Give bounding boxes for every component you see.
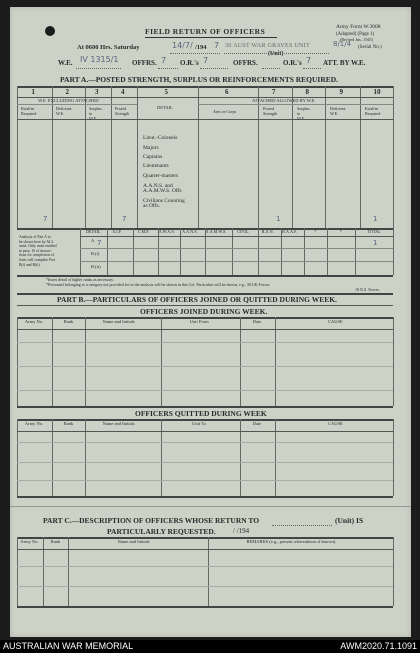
table-rule <box>393 317 394 406</box>
column-header: Strength <box>115 111 130 116</box>
note-2: *Personnel belonging to a category not provided for in the analysis will be shown in this Col. Particulars will be shown, e.g., 30 UK Forces; <box>46 282 271 287</box>
note-1: *Insert detail of higher ranks as necessary. <box>46 277 114 282</box>
table-header: Rank <box>63 421 74 426</box>
table-rule <box>393 537 394 606</box>
rank-label: A.A.N.S. and <box>143 183 173 189</box>
offrs-mark: 7 <box>161 56 167 65</box>
table-rule <box>208 537 209 606</box>
table-header: Name and Initials <box>102 421 135 426</box>
analysis-row-label: B.(i) <box>91 251 100 256</box>
table-header: Unit From <box>189 319 209 324</box>
return-date: 14/7/ <box>172 41 193 50</box>
analysis-total-val: 1 <box>373 239 378 247</box>
analysis-head: * <box>314 229 317 234</box>
column-number: 7 <box>272 88 276 96</box>
analysis-note-line: be shown here by ALL <box>19 239 54 244</box>
table-header: Name and Initials <box>102 319 135 324</box>
rank-label: as Offs. <box>143 203 161 209</box>
analysis-note-line: form will complete Part <box>19 258 56 262</box>
column-number: 4 <box>121 88 125 96</box>
table-header: Date <box>252 319 262 324</box>
hand-val-2: 7 <box>122 215 127 223</box>
column-rule <box>292 86 293 228</box>
column-header: Estab'm <box>21 106 35 111</box>
year-prefix: /194 <box>195 44 207 51</box>
table-row-rule <box>17 566 393 567</box>
column-header: Surplus <box>297 106 310 111</box>
column-header: Arm or Corps <box>213 109 237 114</box>
offrs-label: OFFRS. <box>132 59 157 67</box>
table-header: CAUSE <box>328 319 343 324</box>
table-row-rule <box>17 462 393 463</box>
offrs2-label: OFFRS. <box>233 59 258 67</box>
analysis-head: R.A.A.F. <box>282 229 298 234</box>
analysis-note-line: units. Only units entitled <box>19 244 57 249</box>
ors2-mark: 7 <box>306 56 312 65</box>
column-number: 1 <box>31 88 35 96</box>
column-header: Strength <box>263 111 278 116</box>
table-header: Army No. <box>24 319 44 324</box>
note-3: 10 N.Z. Forces. <box>355 287 380 292</box>
analysis-head: CIVIL. <box>237 229 250 234</box>
analysis-head: TOTAL <box>367 229 381 234</box>
unit-stamp: 30 AUST WAR GRAVES UNIT <box>225 43 310 49</box>
footer-source: AUSTRALIAN WAR MEMORIAL <box>3 641 134 651</box>
table-row-rule <box>17 480 393 481</box>
column-header: W.E. <box>56 111 65 116</box>
table-rule <box>240 317 241 406</box>
rank-label: Civilians Counting <box>143 198 185 204</box>
column-header: to <box>89 111 93 116</box>
joined-title: OFFICERS JOINED DURING WEEK. <box>140 307 268 316</box>
table-rule <box>275 317 276 406</box>
analysis-rule <box>80 248 393 249</box>
column-rule <box>258 86 259 228</box>
analysis-head: A.W.A.S. <box>158 229 175 234</box>
column-rule <box>52 86 53 228</box>
we-label: W.E. <box>58 59 73 67</box>
table-rule <box>161 317 162 406</box>
column-header: Required <box>21 111 37 116</box>
column-header: Posted <box>115 106 127 111</box>
analysis-head: A.A.M.W.S. <box>205 229 227 234</box>
table-rule <box>17 496 393 498</box>
analysis-head: R.A.N. <box>261 229 274 234</box>
punch-hole <box>45 26 55 36</box>
table-header: Rank <box>63 319 74 324</box>
ors-mark: 7 <box>203 56 209 65</box>
rank-label: A.A.M.W.S. Offs <box>143 188 182 194</box>
serial-value: 8/1/4 <box>333 40 352 48</box>
rank-label: Captains <box>143 154 163 160</box>
table-header: CAUSE <box>328 421 343 426</box>
we-value: IV 1315/1 <box>80 55 119 64</box>
analysis-head: A.I.F. <box>112 229 122 234</box>
table-header: Unit To <box>192 421 206 426</box>
table-row-rule <box>17 366 393 367</box>
column-rule <box>111 86 112 228</box>
at-hrs-label: At 0600 Hrs. Saturday <box>77 44 140 51</box>
column-header: Surplus <box>89 106 102 111</box>
excl-attached-header: W.E. EXCLUDING ATTACHED <box>38 98 99 103</box>
table-rule <box>68 537 69 606</box>
column-number: 10 <box>373 88 381 96</box>
table-row-rule <box>17 390 393 391</box>
analysis-head: C.M.F. <box>137 229 150 234</box>
table-rule <box>17 537 18 606</box>
table-row-rule <box>17 586 393 587</box>
part-c-unit: (Unit) IS <box>335 516 364 525</box>
table-header: REMARKS (e.g., present whereabouts if known). <box>246 539 337 544</box>
footer-id: AWM2020.71.1091 <box>340 641 417 651</box>
part-c-title: PART C.—DESCRIPTION OF OFFICERS WHOSE RETURN TO <box>43 516 260 525</box>
analysis-note-line: tions for completion of <box>19 253 54 258</box>
ors2-label: O.R.'s <box>283 59 302 67</box>
analysis-aif-val: 7 <box>97 239 102 247</box>
column-number: 6 <box>225 88 229 96</box>
form-revised: (Revised Jan., 1945) <box>340 37 373 42</box>
table-rule <box>393 419 394 496</box>
serial-label: (Serial No.) <box>358 45 382 50</box>
analysis-rule <box>80 261 393 262</box>
analysis-head: DETAIL <box>85 229 101 234</box>
table-row-rule <box>17 342 393 343</box>
hand-val-3: 1 <box>276 215 281 223</box>
analysis-row-label: A. <box>91 238 96 243</box>
part-c-date: / /194 <box>233 527 250 535</box>
table-rule <box>17 317 18 406</box>
table-row-rule <box>17 442 393 443</box>
analysis-rule <box>80 236 393 237</box>
analysis-note-line: B(i) and B(ii). <box>19 262 41 267</box>
att-label: ATT. BY W.E. <box>323 59 366 67</box>
hand-val-4: 1 <box>373 215 378 223</box>
form-adapted: (Adapted) (Page 1) <box>336 32 375 37</box>
form-number: Army Form W.3008 <box>336 24 381 30</box>
rank-label: Lieut.-Colonels <box>143 135 178 141</box>
column-rule <box>17 86 18 228</box>
hand-val-1: 7 <box>43 215 48 223</box>
rank-label: Majors <box>143 145 159 151</box>
column-rule <box>393 86 394 228</box>
table-rule <box>52 317 53 406</box>
column-rule <box>198 86 199 228</box>
table-rule <box>17 431 393 432</box>
analysis-row-label: B.(ii) <box>91 264 101 269</box>
analysis-note-line: in para. 16 of instruc- <box>19 248 52 253</box>
archive-footer <box>0 640 420 653</box>
rank-label: Lieutenants <box>143 163 169 169</box>
table-rule <box>17 549 393 550</box>
table-header: Name and Initials <box>117 539 150 544</box>
unit-label: (Unit) <box>268 51 284 57</box>
form-title: FIELD RETURN OF OFFICERS <box>145 27 266 36</box>
column-header: to <box>297 111 301 116</box>
table-header: Army No. <box>24 421 44 426</box>
table-rule <box>85 317 86 406</box>
analysis-head: * <box>339 229 342 234</box>
table-rule <box>17 606 393 608</box>
column-header: Deficient <box>56 106 72 111</box>
table-header: Army No. <box>20 539 39 544</box>
column-header: Posted <box>263 106 275 111</box>
column-number: 2 <box>65 88 69 96</box>
column-header: Estab'm <box>365 106 379 111</box>
detail-header: DETAIL <box>157 105 173 110</box>
table-rule <box>43 537 44 606</box>
column-header: Required <box>365 111 381 116</box>
ors-label: O.R.'s <box>180 59 199 67</box>
column-rule <box>85 86 86 228</box>
column-number: 3 <box>95 88 99 96</box>
column-number: 5 <box>164 88 168 96</box>
table-header: Date <box>252 421 262 426</box>
analysis-note-line: Analysis of Part A to <box>19 235 51 239</box>
analysis-head: A.A.N.S. <box>182 229 198 234</box>
column-rule <box>137 86 138 228</box>
analysis-rule <box>393 228 394 275</box>
rank-label: Quarter-masters <box>143 173 179 179</box>
table-header: Rank <box>50 539 61 544</box>
year-value: 7 <box>214 41 220 50</box>
column-header: W.E. <box>330 111 339 116</box>
column-header: Deficient <box>330 106 346 111</box>
column-rule <box>325 86 326 228</box>
quitted-title: OFFICERS QUITTED DURING WEEK <box>135 409 267 418</box>
att-allowed-header: ATTACHED ALLOWED BY W.E. <box>252 98 316 103</box>
part-b-title: PART B.—PARTICULARS OF OFFICERS JOINED OR QUITTED DURING WEEK. <box>57 295 337 304</box>
part-c-requested: PARTICULARLY REQUESTED. <box>107 527 216 536</box>
table-rule <box>17 329 393 330</box>
part-a-title: PART A.—POSTED STRENGTH, SURPLUS OR REINFORCEMENTS REQUIRED. <box>60 75 339 84</box>
column-rule <box>360 86 361 228</box>
column-number: 8 <box>305 88 309 96</box>
column-number: 9 <box>339 88 343 96</box>
